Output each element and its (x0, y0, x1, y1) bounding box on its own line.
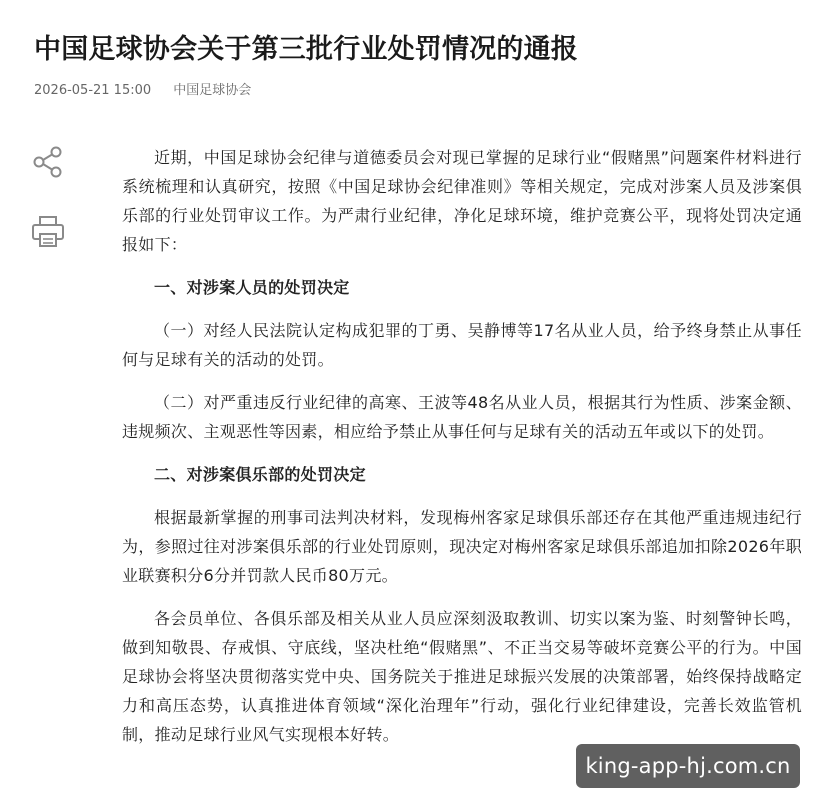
section2-paragraph: 根据最新掌握的刑事司法判决材料，发现梅州客家足球俱乐部还存在其他严重违规违纪行为，参照过往对涉案俱乐部的行业处罚原则，现决定对梅州客家足球俱乐部追加扣除2026年职业联赛积分6分并罚款人民币80万元。 (122, 508, 802, 585)
article-body (122, 143, 802, 763)
intro-paragraph: 近期，中国足球协会纪律与道德委员会对现已掌握的足球行业“假赌黑”问题案件材料进行系统梳理和认真研究，按照《中国足球协会纪律准则》等相关规定，完成对涉案人员及涉案俱乐部的行业处罚审议工作。为严肃行业纪律，净化足球环境，维护竞赛公平，现将处罚决定通报如下： (122, 148, 802, 254)
section1-item2: （二）对严重违反行业纪律的高寒、王波等48名从业人员，根据其行为性质、涉案金额、违规频次、主观恶性等因素，相应给予禁止从事任何与足球有关的活动五年或以下的处罚。 (122, 393, 802, 441)
closing-paragraph: 各会员单位、各俱乐部及相关从业人员应深刻汲取教训、切实以案为鉴、时刻警钟长鸣，做到知敬畏、存戒惧、守底线，坚决杜绝“假赌黑”、不正当交易等破坏竞赛公平的行为。中国足球协会将坚决贯彻落实党中央、国务院关于推进足球振兴发展的决策部署，始终保持战略定力和高压态势，认真推进体育领域“深化治理年”行动，强化行业纪律建设，完善长效监管机制，推动足球行业风气实现根本好转。 (122, 609, 802, 744)
article-meta (34, 82, 251, 100)
section1-heading: 一、对涉案人员的处罚决定 (154, 278, 350, 297)
share-icon[interactable] (28, 142, 68, 182)
publish-datetime: 2026-05-21 15:00 (34, 83, 152, 98)
section2-heading: 二、对涉案俱乐部的处罚决定 (154, 465, 366, 484)
share-icon-graphic (31, 145, 65, 179)
print-icon-graphic (30, 214, 66, 250)
section1-item1: （一）对经人民法院认定构成犯罪的丁勇、吴静博等17名从业人员，给予终身禁止从事任何与足球有关的活动的处罚。 (122, 321, 802, 369)
print-icon[interactable] (28, 212, 68, 252)
article-title: 中国足球协会关于第三批行业处罚情况的通报 (34, 34, 578, 65)
watermark-banner: king-app-hj.com.cn (576, 744, 800, 788)
article-source[interactable]: 中国足球协会 (173, 83, 252, 98)
